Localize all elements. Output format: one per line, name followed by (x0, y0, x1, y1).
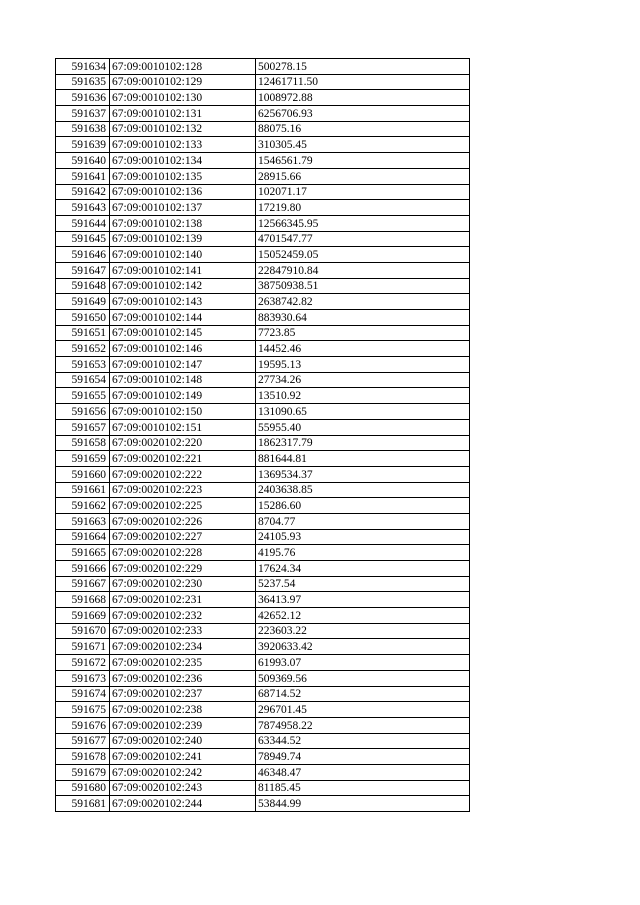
row-id-cell: 591636 (56, 90, 110, 106)
row-id-cell: 591661 (56, 482, 110, 498)
row-id-cell: 591670 (56, 623, 110, 639)
value-cell: 310305.45 (256, 137, 470, 153)
table-row (56, 215, 470, 231)
cadastral-number-cell: 67:09:0010102:138 (110, 215, 256, 231)
row-id-cell: 591638 (56, 121, 110, 137)
table-row (56, 325, 470, 341)
table-row (56, 200, 470, 216)
table-row (56, 137, 470, 153)
value-cell: 223603.22 (256, 623, 470, 639)
row-id-cell: 591640 (56, 153, 110, 169)
value-cell: 12566345.95 (256, 215, 470, 231)
table-row (56, 466, 470, 482)
value-cell: 61993.07 (256, 655, 470, 671)
row-id-cell: 591641 (56, 168, 110, 184)
cadastral-number-cell: 67:09:0010102:140 (110, 247, 256, 263)
row-id-cell: 591637 (56, 106, 110, 122)
cadastral-number-cell: 67:09:0020102:239 (110, 717, 256, 733)
table-row (56, 482, 470, 498)
table-row (56, 168, 470, 184)
table-row (56, 529, 470, 545)
row-id-cell: 591639 (56, 137, 110, 153)
table-row (56, 639, 470, 655)
table-row (56, 404, 470, 420)
value-cell: 4195.76 (256, 545, 470, 561)
row-id-cell: 591680 (56, 780, 110, 796)
value-cell: 68714.52 (256, 686, 470, 702)
value-cell: 4701547.77 (256, 231, 470, 247)
row-id-cell: 591665 (56, 545, 110, 561)
table-row (56, 513, 470, 529)
row-id-cell: 591664 (56, 529, 110, 545)
table-row (56, 372, 470, 388)
cadastral-number-cell: 67:09:0020102:228 (110, 545, 256, 561)
cadastral-number-cell: 67:09:0010102:132 (110, 121, 256, 137)
cadastral-number-cell: 67:09:0020102:243 (110, 780, 256, 796)
cadastral-number-cell: 67:09:0010102:136 (110, 184, 256, 200)
value-cell: 500278.15 (256, 59, 470, 75)
row-id-cell: 591669 (56, 608, 110, 624)
value-cell: 27734.26 (256, 372, 470, 388)
cadastral-number-cell: 67:09:0010102:129 (110, 74, 256, 90)
row-id-cell: 591642 (56, 184, 110, 200)
cadastral-number-cell: 67:09:0020102:229 (110, 561, 256, 577)
cadastral-number-cell: 67:09:0020102:244 (110, 796, 256, 812)
row-id-cell: 591676 (56, 717, 110, 733)
value-cell: 883930.64 (256, 310, 470, 326)
row-id-cell: 591635 (56, 74, 110, 90)
value-cell: 1369534.37 (256, 466, 470, 482)
cadastral-number-cell: 67:09:0020102:238 (110, 702, 256, 718)
value-cell: 881644.81 (256, 451, 470, 467)
value-cell: 12461711.50 (256, 74, 470, 90)
row-id-cell: 591650 (56, 310, 110, 326)
value-cell: 2638742.82 (256, 294, 470, 310)
row-id-cell: 591652 (56, 341, 110, 357)
cadastral-number-cell: 67:09:0020102:232 (110, 608, 256, 624)
cadastral-number-cell: 67:09:0020102:237 (110, 686, 256, 702)
table-row (56, 278, 470, 294)
table-row (56, 74, 470, 90)
value-cell: 15286.60 (256, 498, 470, 514)
cadastral-number-cell: 67:09:0010102:146 (110, 341, 256, 357)
table-row (56, 388, 470, 404)
row-id-cell: 591673 (56, 670, 110, 686)
row-id-cell: 591649 (56, 294, 110, 310)
table-row (56, 247, 470, 263)
row-id-cell: 591643 (56, 200, 110, 216)
row-id-cell: 591654 (56, 372, 110, 388)
cadastral-number-cell: 67:09:0020102:234 (110, 639, 256, 655)
table-row (56, 435, 470, 451)
row-id-cell: 591659 (56, 451, 110, 467)
value-cell: 15052459.05 (256, 247, 470, 263)
table-row (56, 561, 470, 577)
cadastral-number-cell: 67:09:0020102:220 (110, 435, 256, 451)
cadastral-number-cell: 67:09:0020102:223 (110, 482, 256, 498)
row-id-cell: 591681 (56, 796, 110, 812)
table-row (56, 733, 470, 749)
value-cell: 63344.52 (256, 733, 470, 749)
cadastral-number-cell: 67:09:0020102:226 (110, 513, 256, 529)
table-row (56, 780, 470, 796)
table-row (56, 764, 470, 780)
row-id-cell: 591645 (56, 231, 110, 247)
value-cell: 7874958.22 (256, 717, 470, 733)
cadastral-number-cell: 67:09:0020102:230 (110, 576, 256, 592)
table-row (56, 357, 470, 373)
table-row (56, 545, 470, 561)
value-cell: 296701.45 (256, 702, 470, 718)
cadastral-number-cell: 67:09:0010102:131 (110, 106, 256, 122)
value-cell: 3920633.42 (256, 639, 470, 655)
table-row (56, 153, 470, 169)
value-cell: 1862317.79 (256, 435, 470, 451)
row-id-cell: 591679 (56, 764, 110, 780)
cadastral-number-cell: 67:09:0020102:236 (110, 670, 256, 686)
cadastral-number-cell: 67:09:0020102:231 (110, 592, 256, 608)
table-body (56, 59, 470, 812)
row-id-cell: 591666 (56, 561, 110, 577)
value-cell: 38750938.51 (256, 278, 470, 294)
value-cell: 24105.93 (256, 529, 470, 545)
cadastral-number-cell: 67:09:0010102:133 (110, 137, 256, 153)
row-id-cell: 591675 (56, 702, 110, 718)
table-row (56, 451, 470, 467)
cadastral-number-cell: 67:09:0010102:130 (110, 90, 256, 106)
cadastral-number-cell: 67:09:0010102:149 (110, 388, 256, 404)
table-row (56, 655, 470, 671)
value-cell: 2403638.85 (256, 482, 470, 498)
row-id-cell: 591660 (56, 466, 110, 482)
cadastral-number-cell: 67:09:0010102:137 (110, 200, 256, 216)
value-cell: 28915.66 (256, 168, 470, 184)
value-cell: 509369.56 (256, 670, 470, 686)
cadastral-number-cell: 67:09:0010102:139 (110, 231, 256, 247)
row-id-cell: 591653 (56, 357, 110, 373)
table-row (56, 592, 470, 608)
value-cell: 55955.40 (256, 419, 470, 435)
cadastral-number-cell: 67:09:0020102:240 (110, 733, 256, 749)
table-row (56, 106, 470, 122)
value-cell: 78949.74 (256, 749, 470, 765)
cadastral-number-cell: 67:09:0010102:134 (110, 153, 256, 169)
row-id-cell: 591667 (56, 576, 110, 592)
table-row (56, 121, 470, 137)
row-id-cell: 591644 (56, 215, 110, 231)
cadastral-number-cell: 67:09:0010102:128 (110, 59, 256, 75)
table-row (56, 670, 470, 686)
table-row (56, 717, 470, 733)
cadastral-number-cell: 67:09:0020102:221 (110, 451, 256, 467)
table-row (56, 294, 470, 310)
value-cell: 6256706.93 (256, 106, 470, 122)
value-cell: 36413.97 (256, 592, 470, 608)
table-row (56, 498, 470, 514)
cadastral-number-cell: 67:09:0010102:151 (110, 419, 256, 435)
value-cell: 7723.85 (256, 325, 470, 341)
cadastral-number-cell: 67:09:0010102:141 (110, 262, 256, 278)
row-id-cell: 591651 (56, 325, 110, 341)
cadastral-number-cell: 67:09:0020102:241 (110, 749, 256, 765)
row-id-cell: 591671 (56, 639, 110, 655)
value-cell: 19595.13 (256, 357, 470, 373)
value-cell: 8704.77 (256, 513, 470, 529)
table-row (56, 749, 470, 765)
table-row (56, 262, 470, 278)
row-id-cell: 591662 (56, 498, 110, 514)
cadastral-number-cell: 67:09:0020102:235 (110, 655, 256, 671)
cadastral-number-cell: 67:09:0010102:150 (110, 404, 256, 420)
table-row (56, 796, 470, 812)
row-id-cell: 591646 (56, 247, 110, 263)
row-id-cell: 591656 (56, 404, 110, 420)
row-id-cell: 591648 (56, 278, 110, 294)
cadastral-number-cell: 67:09:0020102:242 (110, 764, 256, 780)
value-cell: 102071.17 (256, 184, 470, 200)
cadastral-number-cell: 67:09:0010102:145 (110, 325, 256, 341)
data-table (55, 58, 470, 812)
cadastral-number-cell: 67:09:0010102:144 (110, 310, 256, 326)
cadastral-number-cell: 67:09:0010102:135 (110, 168, 256, 184)
row-id-cell: 591634 (56, 59, 110, 75)
table-row (56, 90, 470, 106)
value-cell: 13510.92 (256, 388, 470, 404)
table-row (56, 184, 470, 200)
row-id-cell: 591663 (56, 513, 110, 529)
value-cell: 22847910.84 (256, 262, 470, 278)
value-cell: 81185.45 (256, 780, 470, 796)
table-row (56, 419, 470, 435)
table-row (56, 608, 470, 624)
row-id-cell: 591672 (56, 655, 110, 671)
cadastral-number-cell: 67:09:0020102:225 (110, 498, 256, 514)
cadastral-number-cell: 67:09:0020102:233 (110, 623, 256, 639)
value-cell: 17219.80 (256, 200, 470, 216)
cadastral-number-cell: 67:09:0010102:147 (110, 357, 256, 373)
value-cell: 42652.12 (256, 608, 470, 624)
row-id-cell: 591647 (56, 262, 110, 278)
value-cell: 17624.34 (256, 561, 470, 577)
row-id-cell: 591678 (56, 749, 110, 765)
cadastral-number-cell: 67:09:0010102:142 (110, 278, 256, 294)
value-cell: 14452.46 (256, 341, 470, 357)
row-id-cell: 591674 (56, 686, 110, 702)
row-id-cell: 591658 (56, 435, 110, 451)
table-row (56, 686, 470, 702)
value-cell: 53844.99 (256, 796, 470, 812)
table-row (56, 59, 470, 75)
row-id-cell: 591657 (56, 419, 110, 435)
table-row (56, 623, 470, 639)
table-row (56, 310, 470, 326)
cadastral-number-cell: 67:09:0020102:227 (110, 529, 256, 545)
value-cell: 46348.47 (256, 764, 470, 780)
value-cell: 1546561.79 (256, 153, 470, 169)
cadastral-number-cell: 67:09:0010102:148 (110, 372, 256, 388)
row-id-cell: 591655 (56, 388, 110, 404)
table-row (56, 231, 470, 247)
row-id-cell: 591668 (56, 592, 110, 608)
value-cell: 1008972.88 (256, 90, 470, 106)
table-row (56, 702, 470, 718)
table-row (56, 576, 470, 592)
table-row (56, 341, 470, 357)
cadastral-number-cell: 67:09:0010102:143 (110, 294, 256, 310)
row-id-cell: 591677 (56, 733, 110, 749)
value-cell: 131090.65 (256, 404, 470, 420)
value-cell: 88075.16 (256, 121, 470, 137)
cadastral-number-cell: 67:09:0020102:222 (110, 466, 256, 482)
value-cell: 5237.54 (256, 576, 470, 592)
